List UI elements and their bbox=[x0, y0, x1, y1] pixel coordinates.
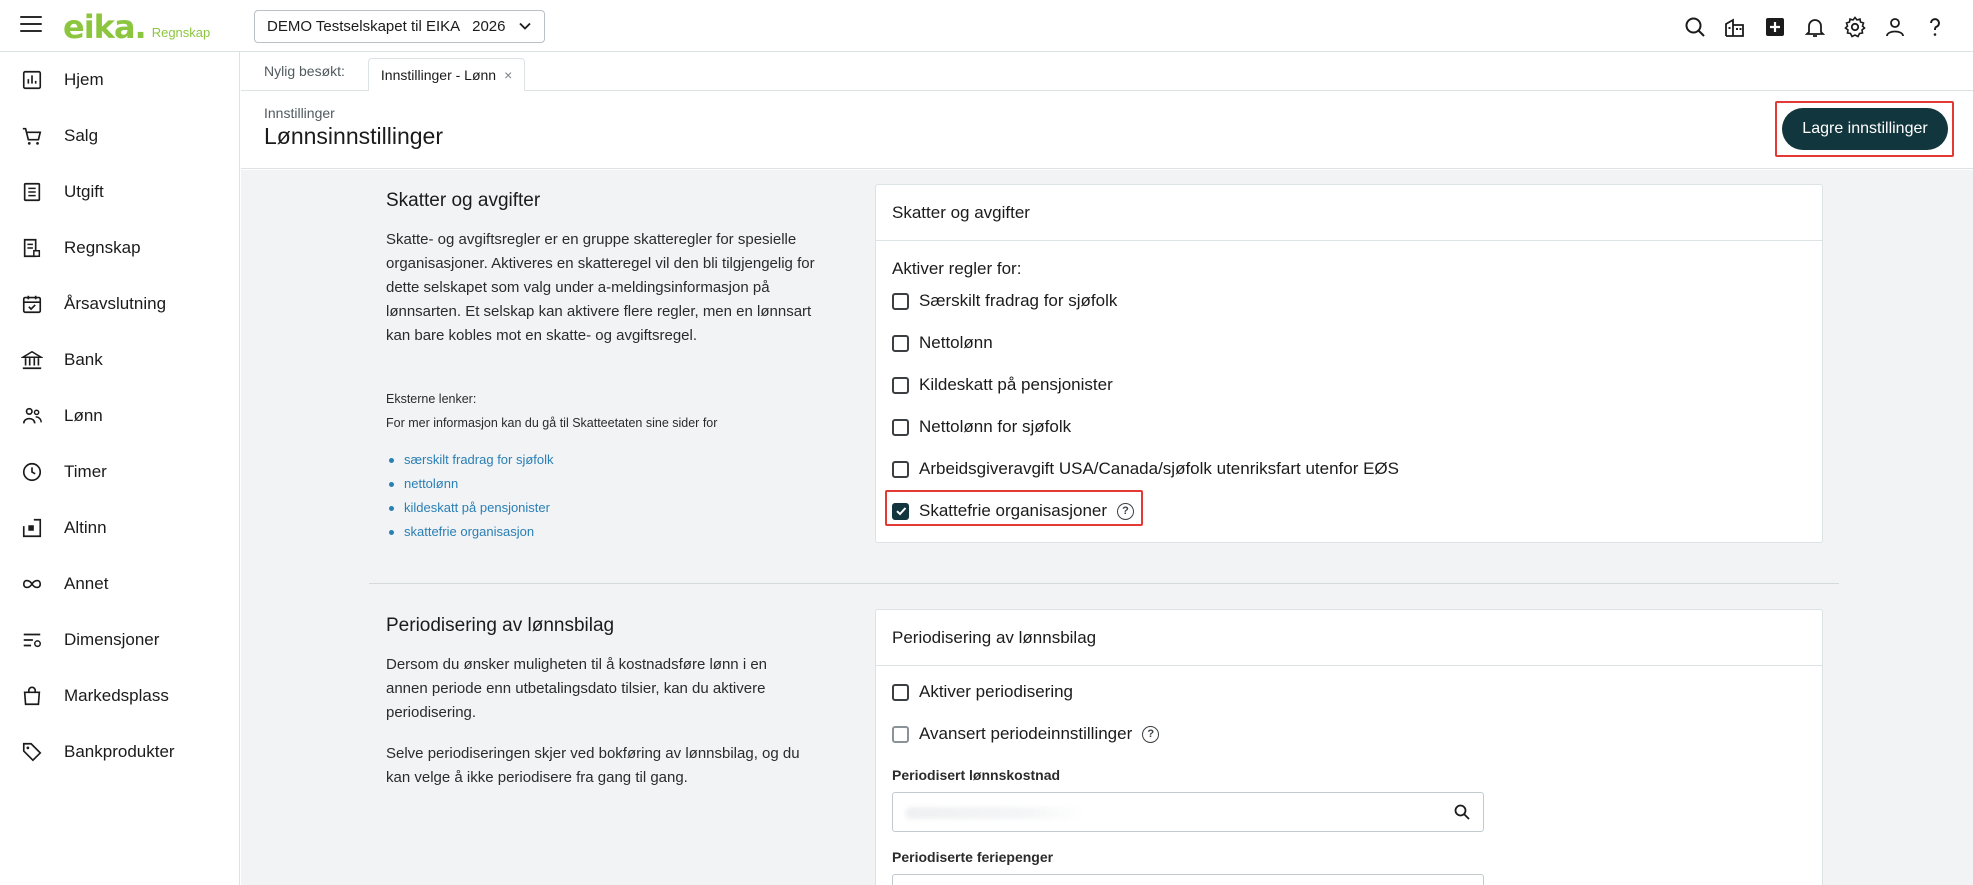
recent-tabs-bar bbox=[241, 52, 1973, 91]
sidebar bbox=[0, 52, 240, 885]
taxes-card bbox=[875, 184, 1823, 543]
checkbox-kildeskatt[interactable] bbox=[892, 375, 1113, 395]
periodization-card bbox=[875, 609, 1823, 885]
people-icon bbox=[20, 404, 44, 428]
sidebar-item-lonn[interactable] bbox=[0, 388, 239, 444]
sidebar-item-label: Hjem bbox=[64, 70, 104, 89]
recent-tab-label: Innstillinger - Lønn bbox=[380, 66, 497, 83]
gear-icon[interactable] bbox=[1835, 12, 1875, 42]
help-icon[interactable]: ? bbox=[1142, 726, 1159, 743]
recent-tab[interactable] bbox=[368, 58, 525, 91]
building-icon[interactable] bbox=[1715, 12, 1755, 42]
search-icon[interactable] bbox=[1453, 803, 1471, 821]
sidebar-item-annet[interactable] bbox=[0, 556, 239, 612]
section-divider bbox=[369, 583, 1839, 584]
infinity-icon bbox=[20, 572, 44, 596]
checkbox-arbeidsgiveravgift[interactable] bbox=[892, 459, 1399, 479]
link-saerskilt-fradrag[interactable]: særskilt fradrag for sjøfolk bbox=[386, 448, 554, 472]
sidebar-item-hjem[interactable] bbox=[0, 52, 239, 108]
sidebar-item-label: Markedsplass bbox=[64, 686, 169, 705]
sidebar-item-label: Annet bbox=[64, 574, 109, 593]
sidebar-item-timer[interactable] bbox=[0, 444, 239, 500]
checkbox-nettolonn-sjofolk[interactable] bbox=[892, 417, 1071, 437]
activate-rules-label bbox=[892, 259, 1021, 279]
external-links-label: Eksterne lenker: bbox=[386, 392, 477, 406]
activate-rules-text: Aktiver regler for: bbox=[892, 259, 1022, 278]
checkbox[interactable] bbox=[892, 461, 909, 478]
periodization-description-2: Selve periodiseringen skjer ved bokføring av lønnsbilag, og du kan velge å ikke periodisere fra gang til gang. bbox=[386, 745, 800, 786]
logo-text: eika. bbox=[63, 8, 146, 46]
checkbox[interactable] bbox=[892, 335, 909, 352]
checkbox-label: Avansert periodeinnstillinger bbox=[919, 724, 1133, 743]
checkbox-saerskilt-fradrag[interactable] bbox=[892, 291, 1117, 311]
sidebar-item-bank[interactable] bbox=[0, 332, 239, 388]
cart-icon bbox=[20, 124, 44, 148]
ledger-icon bbox=[20, 236, 44, 260]
sidebar-item-label: Utgift bbox=[64, 182, 104, 201]
save-settings-button[interactable]: Lagre innstillinger bbox=[1782, 108, 1948, 150]
sidebar-item-salg[interactable] bbox=[0, 108, 239, 164]
sidebar-item-label: Bank bbox=[64, 350, 103, 369]
field-label-feriepenger: Periodiserte feriepenger bbox=[892, 849, 1054, 865]
checkbox-nettolonn[interactable] bbox=[892, 333, 993, 353]
help-icon[interactable]: ? bbox=[1117, 503, 1134, 520]
chevron-down-icon bbox=[518, 19, 532, 33]
link-nettolonn[interactable]: nettolønn bbox=[386, 472, 554, 496]
checkbox[interactable] bbox=[892, 293, 909, 310]
shopping-bag-icon bbox=[20, 684, 44, 708]
sidebar-item-regnskap[interactable] bbox=[0, 220, 239, 276]
periodization-card-title: Periodisering av lønnsbilag bbox=[876, 610, 1822, 666]
add-icon[interactable] bbox=[1755, 12, 1795, 42]
taxes-card-title: Skatter og avgifter bbox=[876, 185, 1822, 241]
link-kildeskatt[interactable]: kildeskatt på pensjonister bbox=[386, 496, 554, 520]
top-icon-bar bbox=[1675, 12, 1955, 42]
sidebar-item-markedsplass[interactable] bbox=[0, 668, 239, 724]
company-name: DEMO Testselskapet til EIKA bbox=[267, 18, 461, 35]
sidebar-item-label: Lønn bbox=[64, 406, 103, 425]
clock-icon bbox=[20, 460, 44, 484]
chart-icon bbox=[20, 68, 44, 92]
menu-icon[interactable] bbox=[20, 16, 42, 36]
periodization-description-1: Dersom du ønsker muligheten til å kostnadsføre lønn i en annen periode enn utbetalingsdato tilsier, kan du aktivere periodisering. bbox=[386, 656, 767, 721]
dimensions-icon bbox=[20, 628, 44, 652]
list-icon bbox=[20, 180, 44, 204]
page-header bbox=[241, 91, 1973, 169]
recent-label: Nylig besøkt: bbox=[264, 63, 345, 79]
search-icon[interactable] bbox=[1675, 12, 1715, 42]
company-year: 2026 bbox=[472, 18, 506, 35]
checkbox-aktiver-periodisering[interactable] bbox=[892, 682, 1073, 702]
checkbox-label: Kildeskatt på pensjonister bbox=[919, 375, 1113, 394]
company-select[interactable] bbox=[254, 10, 545, 43]
page-title: Lønnsinnstillinger bbox=[264, 123, 443, 149]
top-bar bbox=[0, 0, 1973, 52]
sidebar-item-utgift[interactable] bbox=[0, 164, 239, 220]
bell-icon[interactable] bbox=[1795, 12, 1835, 42]
field-label-lonnskostnad: Periodisert lønnskostnad bbox=[892, 767, 1061, 783]
sidebar-item-altinn[interactable] bbox=[0, 500, 239, 556]
checkbox-label: Skattefrie organisasjoner bbox=[919, 501, 1108, 520]
sidebar-item-bankprodukter[interactable] bbox=[0, 724, 239, 780]
checkbox-label: Arbeidsgiveravgift USA/Canada/sjøfolk utenriksfart utenfor EØS bbox=[919, 459, 1399, 478]
user-icon[interactable] bbox=[1875, 12, 1915, 42]
skattefrie-highlight bbox=[885, 490, 1143, 526]
checkbox[interactable] bbox=[892, 684, 909, 701]
feriepenger-search-input[interactable] bbox=[892, 874, 1484, 885]
close-icon[interactable]: × bbox=[504, 66, 513, 83]
sidebar-item-label: Salg bbox=[64, 126, 99, 145]
sidebar-item-label: Timer bbox=[64, 462, 107, 481]
calendar-check-icon bbox=[20, 292, 44, 316]
external-links-intro: For mer informasjon kan du gå til Skatteetaten sine sider for bbox=[386, 416, 718, 430]
taxes-description: Skatte- og avgiftsregler er en gruppe skatteregler for spesielle organisasjoner. Aktiveres en skatteregel vil den bli tilgjengelig for dette selskapet som valg under a-meldingsinformasjon på lønnsarten. Et selskap kan aktivere flere regler, men en lønnsart kan bare kobles mot en skatte- og avgiftsregel. bbox=[386, 231, 815, 344]
checkbox[interactable] bbox=[892, 726, 909, 743]
sidebar-item-arsavslutning[interactable] bbox=[0, 276, 239, 332]
external-links-list bbox=[386, 448, 554, 544]
main-content bbox=[241, 170, 1973, 885]
sidebar-item-label: Årsavslutning bbox=[64, 294, 167, 313]
breadcrumb[interactable]: Innstillinger bbox=[264, 105, 335, 121]
sidebar-item-label: Regnskap bbox=[64, 238, 141, 257]
checkbox-label: Nettolønn for sjøfolk bbox=[919, 417, 1072, 436]
checkbox[interactable] bbox=[892, 377, 909, 394]
altinn-icon bbox=[20, 516, 44, 540]
help-icon[interactable] bbox=[1915, 12, 1955, 42]
sidebar-item-dimensjoner[interactable] bbox=[0, 612, 239, 668]
logo[interactable] bbox=[63, 8, 211, 46]
checkbox-avansert-periode[interactable] bbox=[892, 724, 1159, 744]
checkbox-label: Aktiver periodisering bbox=[919, 682, 1074, 701]
sidebar-item-label: Bankprodukter bbox=[64, 742, 175, 761]
taxes-section-title: Skatter og avgifter bbox=[386, 190, 541, 211]
checkbox-label: Særskilt fradrag for sjøfolk bbox=[919, 291, 1118, 310]
sidebar-item-label: Dimensjoner bbox=[64, 630, 160, 649]
periodization-section-title: Periodisering av lønnsbilag bbox=[386, 615, 615, 636]
logo-subtitle: Regnskap bbox=[151, 25, 211, 40]
lonnskostnad-search-input[interactable] bbox=[892, 792, 1484, 832]
redacted-value bbox=[905, 807, 1085, 819]
link-skattefrie[interactable]: skattefrie organisasjon bbox=[386, 520, 554, 544]
bank-icon bbox=[20, 348, 44, 372]
checkbox-label: Nettolønn bbox=[919, 333, 993, 352]
tag-icon bbox=[20, 740, 44, 764]
sidebar-item-label: Altinn bbox=[64, 518, 107, 537]
checkbox[interactable] bbox=[892, 419, 909, 436]
